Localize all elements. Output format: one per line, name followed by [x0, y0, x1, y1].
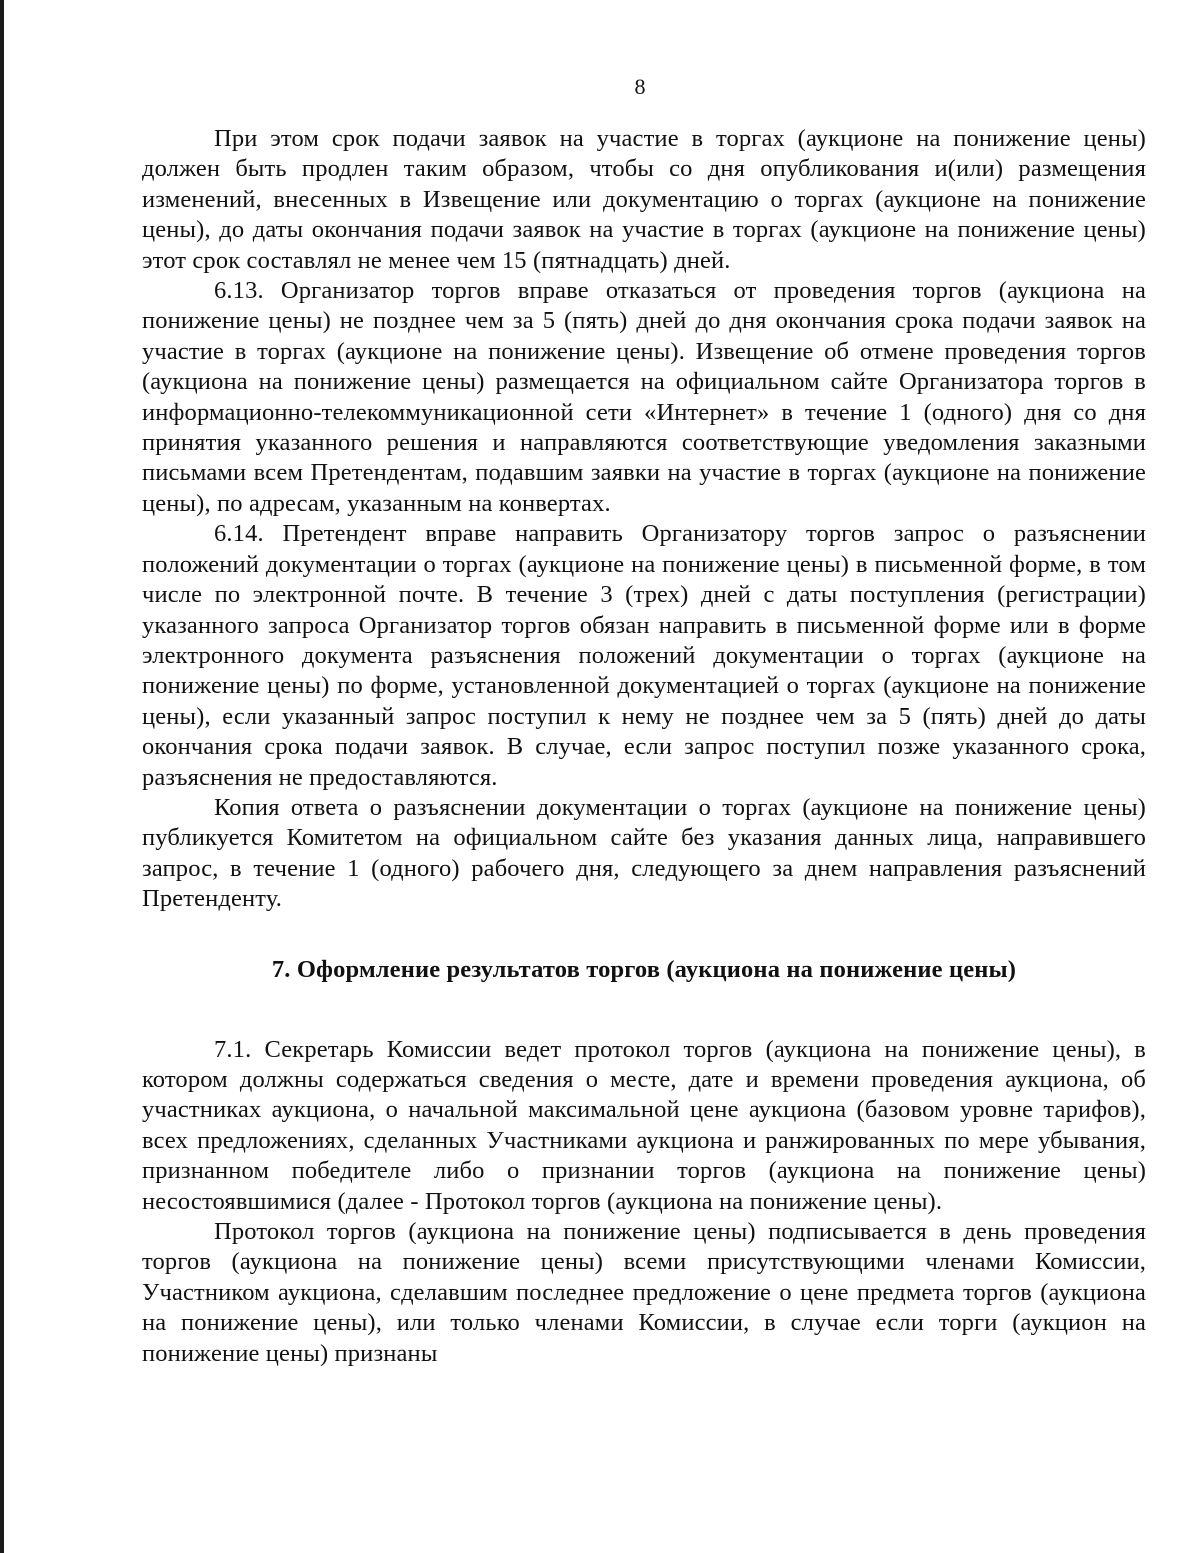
spacer — [142, 915, 1146, 955]
scan-edge — [0, 0, 4, 1553]
paragraph-protocol-signing: Протокол торгов (аукциона на понижение цены) подписывается в день проведения торгов (аукциона на понижение цены) всеми присутствующими членами Комиссии, Участником аукциона, сделавшим последнее предложение о цене предмета торгов (аукциона на понижение цены), или только членами Комиссии, в случае если торги (аукцион на понижение цены) признаны — [142, 1218, 1146, 1367]
page-number: 8 — [634, 74, 646, 99]
document-body — [142, 124, 1146, 1369]
paragraph-copy-of-answer: Копия ответа о разъяснении документации о торгах (аукционе на понижение цены) публикуется Комитетом на официальном сайте без указания данных лица, направившего запрос, в течение 1 (одного) рабочего дня, следующего за днем направления разъяснений Претенденту. — [142, 793, 1146, 913]
section-heading-7: 7. Оформление результатов торгов (аукциона на понижение цены) — [271, 955, 1017, 983]
paragraph-extension-of-deadline: При этом срок подачи заявок на участие в торгах (аукционе на понижение цены) должен быть продлен таким образом, чтобы со дня опубликования и(или) размещения изменений, внесенных в Извещение или документацию о торгах (аукционе на понижение цены), до даты окончания подачи заявок на участие в торгах (аукционе на понижение цены) этот срок составлял не менее чем 15 (пятнадцать) дней. — [142, 125, 1146, 274]
paragraph-6-13: 6.13. Организатор торгов вправе отказаться от проведения торгов (аукциона на понижение цены) не позднее чем за 5 (пять) дней до дня окончания срока подачи заявок на участие в торгах (аукционе на понижение цены). Извещение об отмене проведения торгов (аукциона на понижение цены) размещается на официальном сайте Организатора торгов в информационно-телекоммуникационной сети «Интернет» в течение 1 (одного) дня со дня принятия указанного решения и направляются соответствующие уведомления заказными письмами всем Претендентам, подавшим заявки на участие в торгах (аукционе на понижение цены), по адресам, указанным на конвертах. — [142, 277, 1146, 517]
spacer — [142, 985, 1146, 1035]
paragraph-6-14: 6.14. Претендент вправе направить Организатору торгов запрос о разъяснении положений документации о торгах (аукционе на понижение цены) в письменной форме, в том числе по электронной почте. В течение 3 (трех) дней с даты поступления (регистрации) указанного запроса Организатор торгов обязан направить в письменной форме или в форме электронного документа разъяснения положений документации о торгах (аукционе на понижение цены) по форме, установленной документацией о торгах (аукционе на понижение цены), если указанный запрос поступил к нему не позднее чем за 5 (пять) дней до даты окончания срока подачи заявок. В случае, если запрос поступил позже указанного срока, разъяснения не предоставляются. — [142, 520, 1146, 791]
paragraph-7-1: 7.1. Секретарь Комиссии ведет протокол торгов (аукциона на понижение цены), в котором должны содержаться сведения о месте, дате и времени проведения аукциона, об участниках аукциона, о начальной максимальной цене аукциона (базовом уровне тарифов), всех предложениях, сделанных Участниками аукциона и ранжированных по мере убывания, признанном победителе либо о признании торгов (аукциона на понижение цены) несостоявшимися (далее - Протокол торгов (аукциона на понижение цены). — [142, 1035, 1146, 1215]
